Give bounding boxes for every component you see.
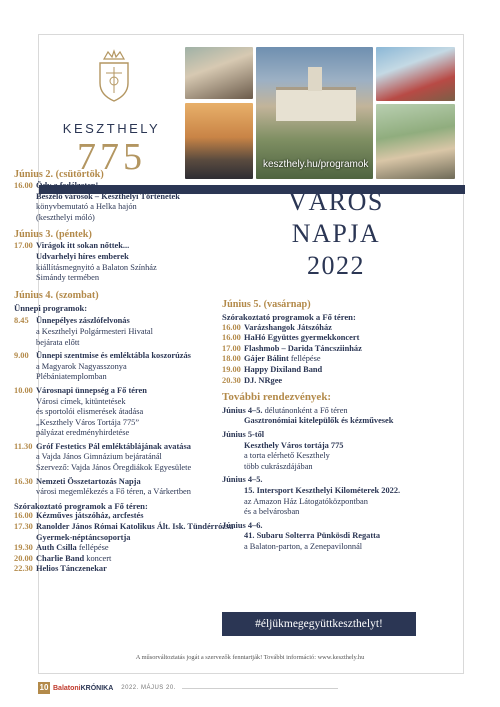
program-item [222,323,418,334]
page-title [262,186,410,282]
program-title: Ödv a fedélzeten! [36,181,99,190]
event-date: Június 4–6. [222,520,263,530]
program-rest: koncert [84,553,112,563]
event-place: délutánonként a Fő téren [262,405,348,415]
program-time: 11.30 [14,441,33,451]
event-line: és a belvárosban [244,507,300,517]
event-line: a torta elérhető Keszthely [244,451,330,461]
program-item [14,564,242,575]
program-line: és sportolói elismerések átadása [36,407,144,417]
program-time: 17.00 [222,343,241,353]
section-subheading: Szórakoztató programok a Fő téren: [222,312,356,322]
right-column [222,298,418,552]
program-item [222,376,418,387]
program-line: Városi címek, kitüntetések [36,396,126,406]
program-title: Charlie Band [36,553,85,563]
program-item [14,554,242,565]
issue-date: 2022. MÁJUS 20. [121,685,176,691]
program-title: Gróf Festetics Pál emléktáblájának avatása [36,441,191,451]
program-time: 20.00 [14,553,33,563]
program-title: Nemzeti Összetartozás Napja [36,476,141,486]
program-line: Simándy termében [36,273,100,283]
footer-note: A műsorváltoztatás jogát a szervezők fenntartják! További információ: www.keszthely.hu [135,654,365,661]
program-item [222,333,418,344]
program-line: a Magyarok Nagyasszonya [36,361,127,371]
photo-cyclists [376,104,455,179]
event-date: Június 5-től [222,429,265,439]
event-line: az Amazon Ház Látogatóközpontban [244,496,368,506]
program-line: (keszthelyi móló) [36,212,95,222]
program-item [14,442,242,474]
event-title: 15. Intersport Keszthelyi Kilométerek 2022. [244,485,401,495]
event-item [222,430,418,472]
photo-caption[interactable]: keszthely.hu/programok [263,159,369,170]
hashtag-banner: #éljükmegegyüttkeszthelyt! [222,612,416,636]
program-line: könyvbemutató a Helka hajón [36,202,137,212]
program-title: Kézműves játszóház, arcfestés [36,511,144,521]
program-time: 16.00 [14,511,33,521]
program-title: HaHó Együttes gyermekkoncert [244,333,360,343]
crest-icon [94,49,134,103]
program-item [14,316,242,348]
program-item [14,386,242,439]
program-item [14,351,242,383]
program-title: Virágok itt sokan nőttek... [36,241,130,251]
day-heading: Június 4. (szombat) [14,289,99,301]
program-time: 22.30 [14,564,33,574]
program-time: 10.00 [14,385,33,395]
program-line: pályázat eredményhirdetése [36,428,130,438]
photo-cafe [185,47,253,99]
program-time: 16.00 [14,181,33,190]
logo-number: 775 [77,136,146,178]
program-item [14,522,242,543]
program-title: DJ. NRgee [244,375,283,385]
day-heading: Június 5. (vasárnap) [222,299,311,310]
program-line: „Keszthely Város Tortája 775” [36,417,140,427]
program-title: Happy Dixiland Band [244,364,323,374]
program-title: Varázshangok Játszóház [244,322,332,332]
program-item [14,477,242,498]
brand-part: KRÓNIKA [80,684,114,692]
program-item [14,241,242,283]
photo-collage [185,47,455,179]
event-date: Június 4–5. [222,405,263,415]
program-title: Ünnepi szentmise és emléktábla koszorúzás [36,351,191,361]
title-line: VÁROS [288,187,384,216]
logo-city: KESZTHELY [62,121,161,136]
photo-car-street [376,47,455,101]
event-item [222,521,418,553]
program-time: 20.30 [222,375,241,385]
program-time: 16.00 [222,322,241,332]
program-title: Városnapi ünnepség a Fő téren [36,385,147,395]
program-item [14,511,242,522]
page-footer [38,682,338,694]
program-rest: fellépése [76,543,109,553]
logo [39,35,184,185]
program-time: 17.30 [14,522,33,532]
program-rest: fellépése [288,354,321,364]
day-heading: Június 2. (csütörtök) [14,169,104,180]
more-events-heading: További rendezvények: [222,391,332,404]
event-title: 41. Subaru Solterra Pünkösdi Regatta [244,531,381,541]
program-time: 16.00 [222,333,241,343]
publication-name [53,685,113,692]
left-column [14,168,242,575]
section-subheading: Szórakoztató programok a Fő téren: [14,500,148,511]
program-item [222,365,418,376]
footer-rule [182,688,338,689]
program-line: Plébániatemplomban [36,372,107,382]
program-item [222,354,418,365]
program-title: Auth Csilla [36,543,77,553]
program-time: 19.30 [14,543,33,553]
title-line: 2022 [307,251,365,280]
program-line: városi megemlékezés a Fő téren, a Várkertben [36,487,191,497]
program-item [14,543,242,554]
program-line: Udvarhelyi híres emberek [36,251,129,261]
program-item [222,344,418,355]
program-line: a Keszthelyi Polgármesteri Hivatal [36,326,153,336]
program-line: bejárata előtt [36,337,80,347]
program-title: Gájer Bálint [244,354,289,364]
program-title: Helios Tánczenekar [36,564,107,574]
program-line: a Vajda János Gimnázium bejáratánál [36,452,162,462]
event-item [222,406,418,427]
event-line: a Balaton-parton, a Zenepavilonnál [244,541,363,551]
program-line: Beszélő városok – Keszthelyi Történetek [36,191,180,201]
program-time: 9.00 [14,351,29,361]
title-line: NAPJA [291,219,381,248]
day-heading: Június 3. (péntek) [14,229,92,241]
program-line: kiállításmegnyitó a Balaton Színház [36,262,157,272]
program-time: 17.00 [14,241,33,251]
program-time: 18.00 [222,354,241,364]
event-title: Keszthely Város tortája 775 [244,440,344,450]
program-time: 8.45 [14,316,29,326]
program-line: Szervező: Vajda János Öregdiákok Egyesülete [36,463,192,473]
program-item [14,181,242,223]
program-time: 19.00 [222,364,241,374]
program-title: Ranolder János Római Katolikus Ált. Isk. Tündérrózsa Gyermek-néptáncsoportja [36,522,234,542]
event-item [222,475,418,517]
event-title: Gasztronómiai kitelepülők és kézművesek [244,416,394,426]
program-title: Flashmob – Darida Táncsziinház [244,343,362,353]
event-line: több cukrászdájában [244,461,313,471]
page-number: 10 [39,683,49,692]
program-title: Ünnepélyes zászlófelvonás [36,316,130,326]
section-subheading: Ünnepi programok: [14,302,88,313]
program-time: 16.30 [14,476,33,486]
brand-part: Balatoni [53,684,81,692]
event-date: Június 4–5. [222,475,263,485]
